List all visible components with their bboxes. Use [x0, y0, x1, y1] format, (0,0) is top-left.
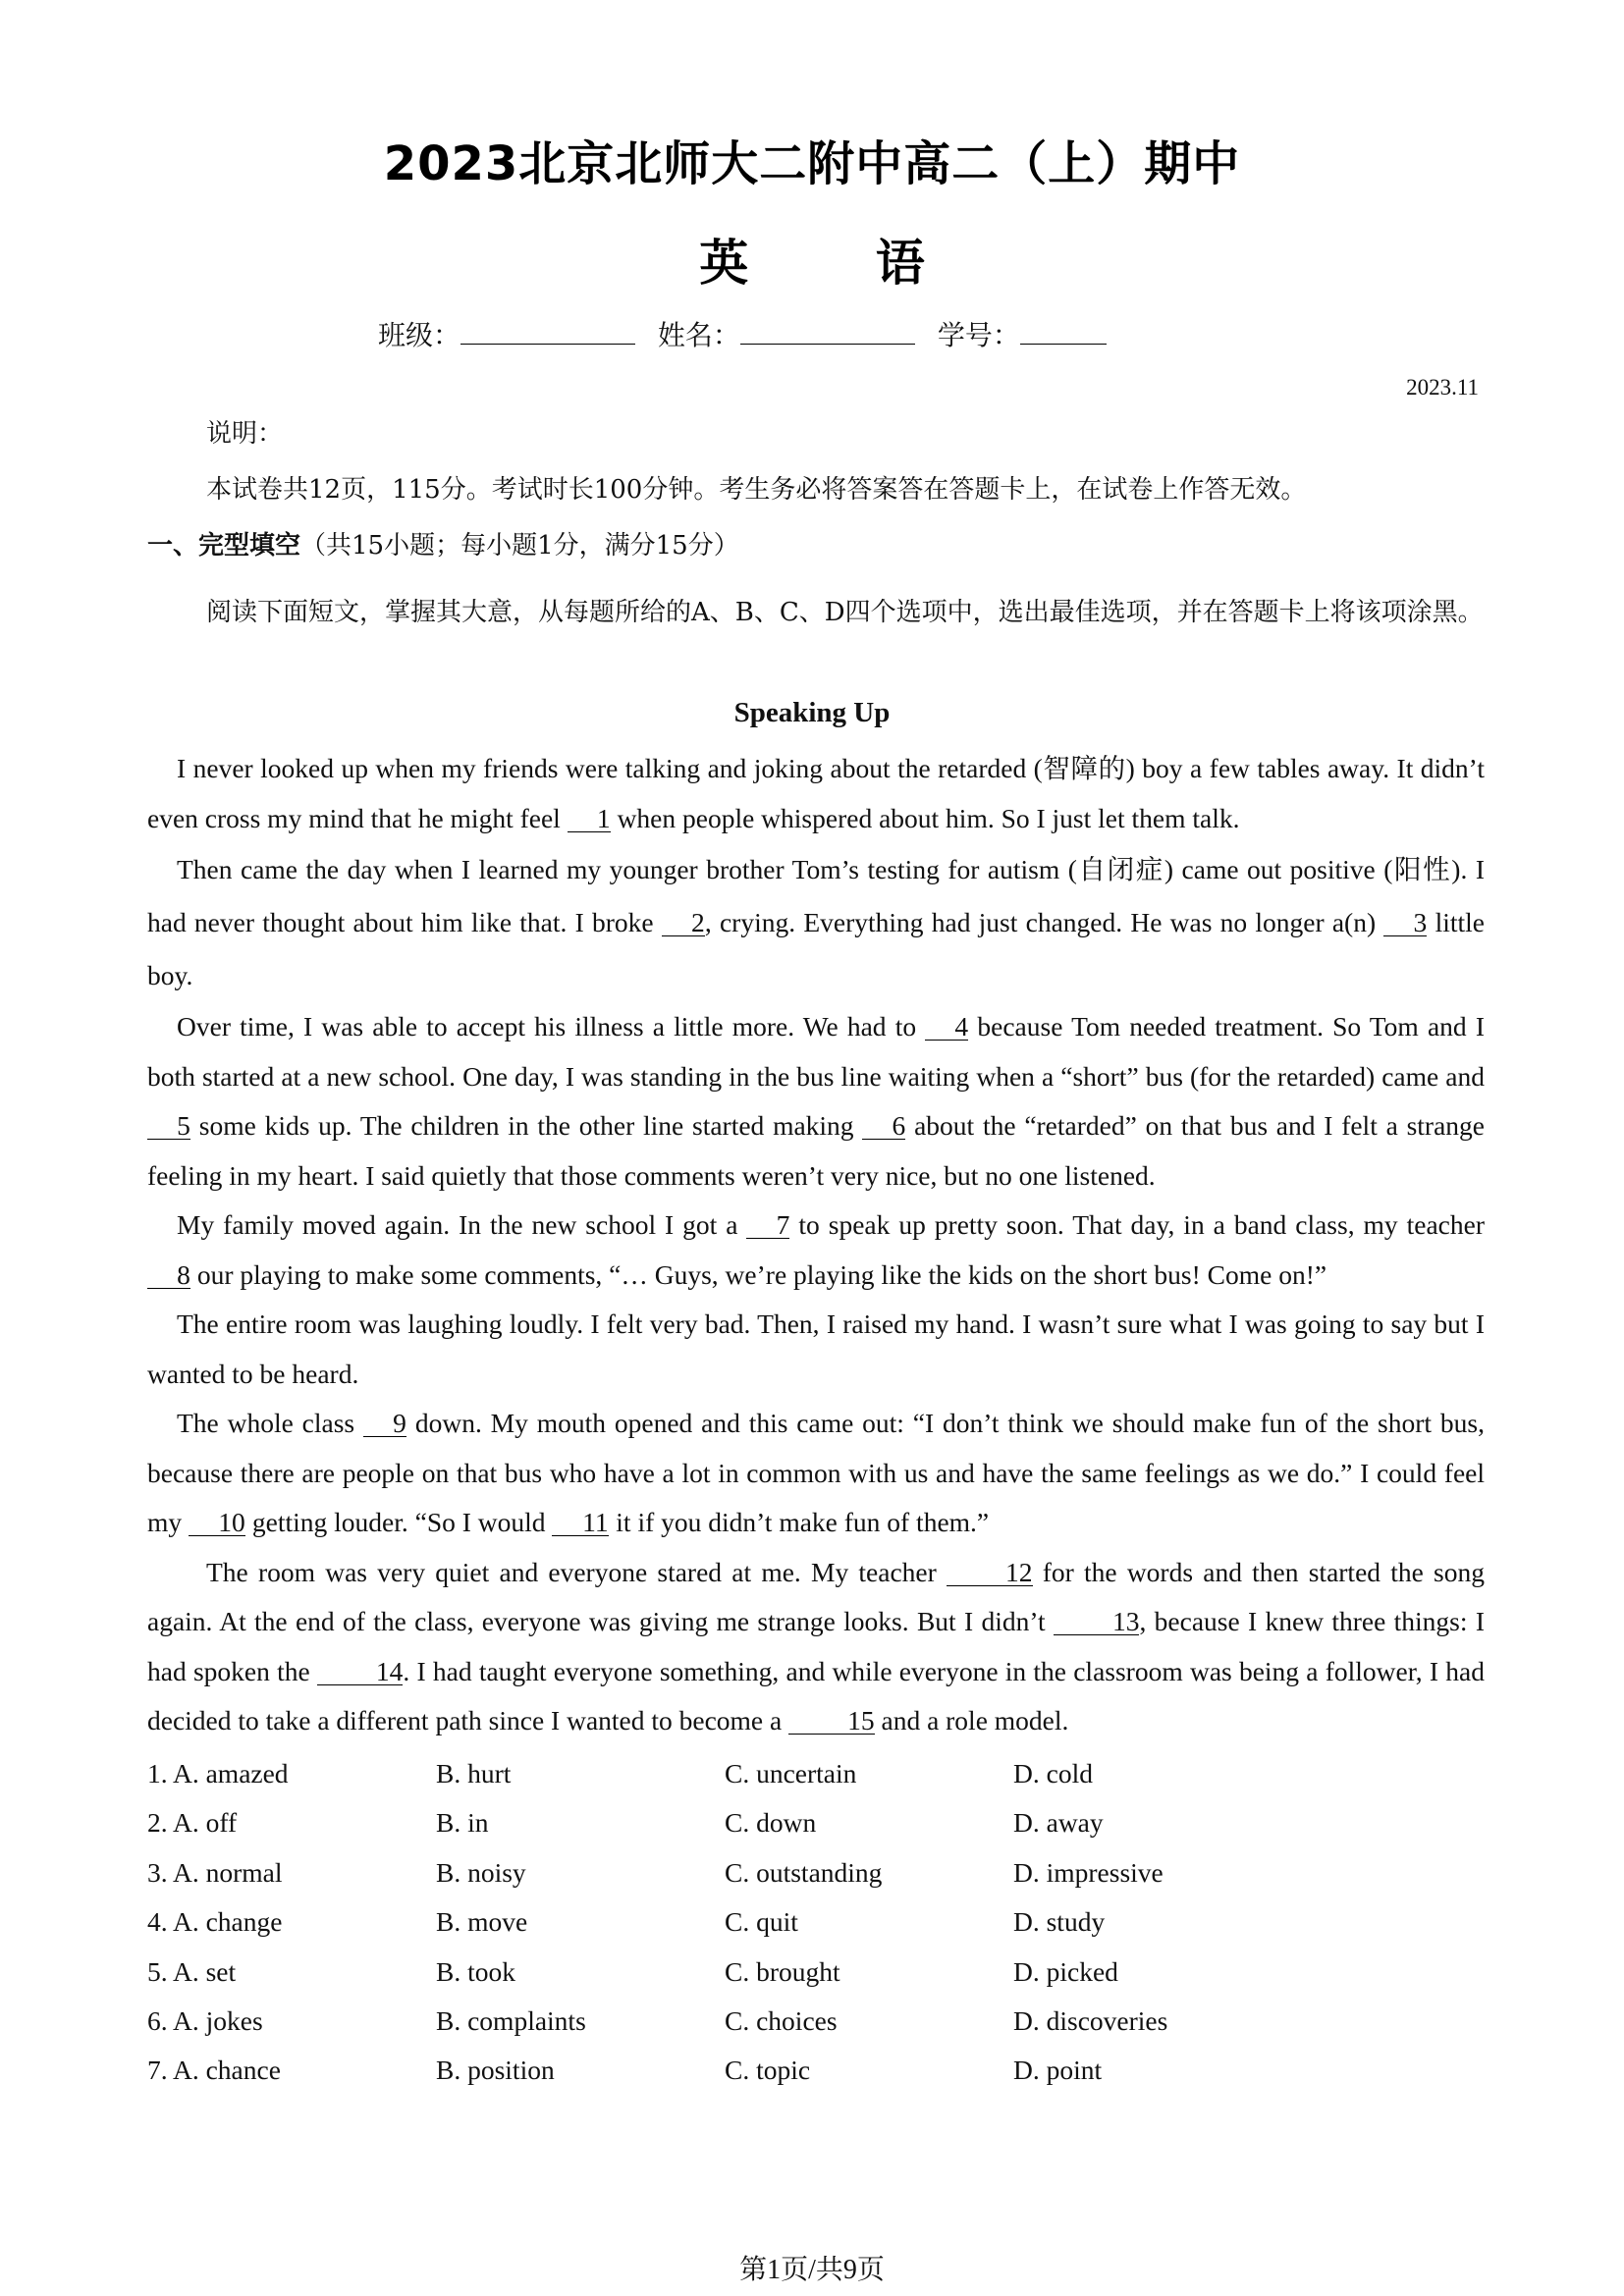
option-row — [147, 2046, 1424, 2095]
blank-11: 11 — [552, 1510, 609, 1536]
paragraph-3: Over time, I was able to accept his illness a little more. We had to 4 because Tom needed treatment. So Tom and I both started at a new school. One day, I was standing in the bus line waiting when a “short” bus (for the retarded) came and 5 some kids up. The children in the other line started making 6 about the “retarded” on that bus and I felt a strange feeling in my heart. I said quietly that those comments weren’t very nice, but no one listened. — [147, 1011, 1485, 1191]
paragraph-1: I never looked up when my friends were talking and joking about the retarded (智障的) boy a few tables away. It didn’t even cross my mind that he might feel 1 when people whispered about him. So I just let them talk. — [147, 753, 1485, 833]
option-d: D. impressive — [1013, 1856, 1164, 1888]
paragraph-2: Then came the day when I learned my younger brother Tom’s testing for autism (自闭症) came out positive (阳性). I had never thought about him like that. I broke 2, crying. Everything had just changed. He was no longer a(n) 3 little boy. — [147, 854, 1485, 990]
blank-15: 15 — [788, 1708, 875, 1735]
option-b: B. position — [436, 2055, 555, 2086]
subject-title: 英 语 — [699, 235, 980, 292]
option-a: 6. A. jokes — [147, 2005, 263, 2037]
option-d: D. discoveries — [1013, 2005, 1168, 2037]
option-row — [147, 1997, 1424, 2046]
option-a: 3. A. normal — [147, 1856, 283, 1888]
student-info — [378, 314, 1120, 353]
blank-13: 13 — [1054, 1609, 1140, 1635]
blank-8: 8 — [147, 1262, 190, 1289]
option-row — [147, 1897, 1424, 1947]
class-label: 班级： — [378, 319, 461, 351]
paragraph-6: The whole class 9 down. My mouth opened and this came out: “I don’t think we should make fun of the short bus, because there are people on that bus who have a lot in common with us and have the same feelings as we do.” I could feel my 10 getting louder. “So I would 11 it if you didn’t make fun of them.” — [147, 1408, 1485, 1537]
option-a: 1. A. amazed — [147, 1758, 289, 1789]
option-c: C. quit — [725, 1906, 798, 1938]
option-c: C. topic — [725, 2055, 811, 2086]
page-number: 第1页/共9页 — [739, 2255, 885, 2285]
option-c: C. down — [725, 1807, 817, 1839]
option-row — [147, 1749, 1424, 1798]
id-label: 学号： — [937, 319, 1020, 351]
option-b: B. noisy — [436, 1856, 526, 1888]
section-title: 一、完型填空 — [147, 531, 301, 561]
section-directions: 阅读下面短文，掌握其大意，从每题所给的A、B、C、D四个选项中，选出最佳选项，并在答题卡上将该项涂黑。 — [206, 598, 1484, 627]
option-d: D. point — [1013, 2055, 1103, 2086]
option-b: B. in — [436, 1807, 489, 1839]
section-heading — [147, 529, 1485, 562]
option-c: C. outstanding — [725, 1856, 883, 1888]
option-a: 7. A. chance — [147, 2055, 281, 2086]
blank-7: 7 — [746, 1212, 789, 1239]
blank-2: 2 — [662, 910, 705, 936]
instructions-text: 本试卷共12页，115分。考试时长100分钟。考生务必将答案答在答题卡上，在试卷上作答无效。 — [206, 475, 1307, 505]
exam-date: 2023.11 — [1406, 375, 1479, 400]
option-c: C. choices — [725, 2005, 838, 2037]
option-d: D. picked — [1013, 1955, 1118, 1987]
blank-10: 10 — [189, 1510, 245, 1536]
exam-title: 2023北京北师大二附中高二（上）期中 — [383, 136, 1241, 191]
section-note: （共15小题；每小题1分，满分15分） — [300, 531, 739, 561]
option-c: C. uncertain — [725, 1758, 857, 1789]
option-d: D. study — [1013, 1906, 1106, 1938]
blank-1: 1 — [568, 806, 611, 832]
paragraph-5: The entire room was laughing loudly. I felt very bad. Then, I raised my hand. I wasn’t sure what I was going to say but I wanted to be heard. — [147, 1308, 1485, 1389]
option-a: 4. A. change — [147, 1906, 283, 1938]
name-label: 姓名： — [657, 319, 740, 351]
id-field — [1020, 318, 1107, 345]
class-field — [460, 318, 635, 345]
answer-options — [147, 1749, 1424, 2096]
paragraph-7: The room was very quiet and everyone stared at me. My teacher 12 for the words and then started the song again. At the end of the class, everyone was giving me strange looks. But I didn’t 13, because I knew three things: I had spoken the 14. I had taught everyone something, and while everyone in the classroom was being a follower, I had decided to take a different path since I wanted to become a 15 and a role model. — [147, 1556, 1485, 1735]
option-row — [147, 1948, 1424, 1997]
name-field — [740, 318, 915, 345]
option-b: B. took — [436, 1955, 515, 1987]
option-b: B. complaints — [436, 2005, 586, 2037]
option-d: D. away — [1013, 1807, 1104, 1839]
option-row — [147, 1798, 1424, 1847]
option-b: B. hurt — [436, 1758, 512, 1789]
instructions-label: 说明： — [206, 419, 284, 449]
option-b: B. move — [436, 1906, 528, 1938]
blank-9: 9 — [363, 1411, 406, 1437]
blank-5: 5 — [147, 1113, 190, 1140]
option-a: 2. A. off — [147, 1807, 238, 1839]
blank-12: 12 — [947, 1560, 1033, 1586]
passage-body — [147, 744, 1485, 1746]
passage-title: Speaking Up — [733, 697, 891, 728]
blank-6: 6 — [862, 1113, 905, 1140]
blank-4: 4 — [925, 1014, 968, 1041]
option-a: 5. A. set — [147, 1955, 237, 1987]
blank-3: 3 — [1383, 910, 1427, 936]
option-row — [147, 1848, 1424, 1897]
blank-14: 14 — [317, 1659, 404, 1685]
option-d: D. cold — [1013, 1758, 1093, 1789]
paragraph-4: My family moved again. In the new school I got a 7 to speak up pretty soon. That day, in a band class, my teacher 8 our playing to make some comments, “… Guys, we’re playing like the kids on the short bus! Come on!” — [147, 1201, 1485, 1300]
option-c: C. brought — [725, 1955, 840, 1987]
